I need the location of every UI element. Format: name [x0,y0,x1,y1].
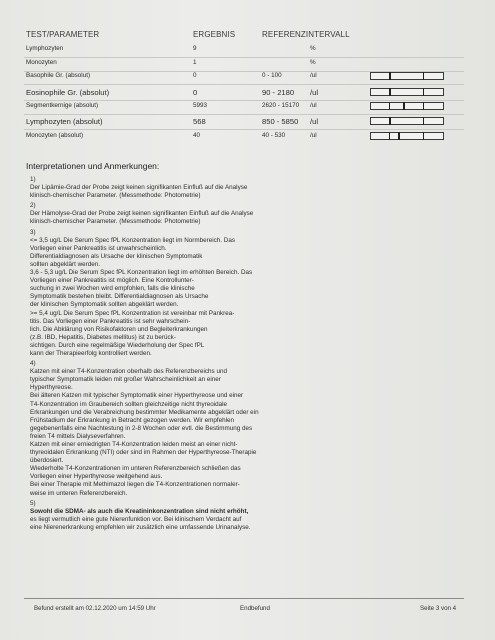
note-line: Frühstadium der Erkrankung in Betracht gezogen werden. Wir empfehlen [30,416,235,424]
row-divider [24,100,464,101]
note-line: freien T4 mittels Dialyseverfahren. [30,432,126,440]
note-line: Wiederholte T4-Konzentrationen im unteren Referenzbereich schließen das [30,465,241,473]
note-line: (z.B. IBD, Hepatitis, Diabetes mellitus) ist zu berück- [30,333,176,341]
reference-bar-upper-mark [423,132,424,140]
note-line: <= 3,5 ug/L Die Serum Spec fPL Konzentration liegt im Normbereich. Das [30,236,235,244]
note-line: 5) [30,499,36,507]
note-line: lich. Die Abklärung von Risikofaktoren und Begleiterkrankungen [30,325,208,333]
note-line: thyreoidalen Erkrankung (NTI) oder sind im Rahmen der Hyperthyreose-Therapie [30,449,257,457]
note-line: Erkrankungen und die Verabreichung bestimmter Medikamente abgeklärt oder ein [30,408,259,416]
result-value: 9 [193,45,197,52]
parameter-name: Eosinophile Gr. (absolut) [26,88,110,97]
note-line: Symptomatik bestehen bleibt. Differentialdiagnosen als Ursache [30,293,209,301]
note-line: titis. Das Vorliegen einer Pankreatitis ist sehr wahrschein- [30,317,191,325]
note-line: Der Lipämie-Grad der Probe zeigt keinen signifikanten Einfluß auf die Analyse [30,184,248,192]
note-line: klinisch-chemischer Parameter. (Messmethode: Photometrie) [30,192,201,200]
result-value: 5993 [193,102,208,109]
note-line: es liegt vermutlich eine gute Nierenfunktion vor. Bei klinischem Verdacht auf [30,515,242,523]
note-line: weise im unteren Referenzbereich. [30,489,128,497]
table-row [0,132,495,146]
header-reference: REFERENZINTERVALL [262,30,350,39]
reference-bar [370,88,444,96]
note-line: Hyperthyreose. [30,384,73,392]
notes-block [30,174,470,532]
row-divider [24,129,464,130]
header-result: ERGEBNIS [193,30,236,39]
reference-bar-lower-mark [389,102,390,110]
row-divider [24,84,464,85]
parameter-name: Monozyten (absolut) [26,132,84,139]
reference-bar-lower-mark [389,132,390,140]
result-position-mark [403,102,405,110]
note-line: 4) [30,360,36,368]
reference-range: 850 - 5850 [262,117,299,126]
section-title: Interpretationen und Anmerkungen: [26,161,160,171]
note-line: sollten abgeklärt werden. [30,260,101,268]
unit-label: % [310,59,316,66]
unit-label: /ul [310,88,319,97]
note-line: 3,6 - 5,3 ug/L Die Serum Spec fPL Konzentration liegt im erhöhten Bereich. Das [30,269,253,277]
note-line: klinisch-chemischer Parameter. (Messmethode: Photometrie) [30,218,201,226]
reference-bar [370,117,444,125]
note-line: Differentialdiagnosen als Ursache der klinischen Symptomatik [30,252,203,260]
note-line: Vorliegen einer Hyperthyreose weitgehend aus. [30,473,163,481]
note-line: Bei älteren Katzen mit typischer Symptomatik einer Hyperthyreose und einer [30,392,244,400]
note-line: der klinischen Symptomatik sollten abgeklärt werden. [30,301,179,309]
result-value: 568 [193,117,206,126]
note-line: gegebenenfalls eine Nachtestung in 2-8 Wochen oder evtl. die Bestimmung des [30,424,253,432]
note-line: sichtigen. Durch eine regelmäßige Wiederholung der Spec fPL [30,341,205,349]
result-value: 1 [193,59,197,66]
parameter-name: Segmentkernige (absolut) [26,102,99,109]
note-line: Bei einer Therapie mit Methimazol liegen die T4-Konzentrationen normaler- [30,481,240,489]
header-parameter: TEST/PARAMETER [26,30,100,39]
note-line: >= 5,4 ug/L Die Serum Spec fPL Konzentration ist vereinbar mit Pankrea- [30,309,235,317]
note-line: 3) [30,228,36,236]
note-line: typischer Symptomatik leiden mit großer Wahrscheinlichkeit an einer [30,376,221,384]
result-position-mark [389,88,391,96]
note-line: eine Nierenerkrankung empfehlen wir zusätzlich eine umfassende Urinanalyse. [30,523,251,531]
row-divider [24,114,464,115]
note-line: kann der Therapieerfolg kontrolliert werden. [30,349,152,357]
note-line: Vorliegen einer Pankreatitis ist möglich. Eine Kontrollunter- [30,277,194,285]
result-value: 40 [193,132,201,139]
note-line: Der Hämolyse-Grad der Probe zeigt keinen signifikanten Einfluß auf die Analyse [30,210,254,218]
unit-label: /ul [310,72,317,79]
note-line: überdosiert. [30,457,64,465]
result-value: 0 [193,88,198,97]
reference-bar-upper-mark [423,102,424,110]
note-line: Katzen mit einer erniedrigten T4-Konzentration leiden meist an einer nicht- [30,441,238,448]
parameter-name: Lymphozyten [26,45,64,52]
result-value: 0 [193,72,197,79]
reference-range: 90 - 2180 [262,88,295,97]
note-line: T4-Konzentration im Graubereich sollten gleichzeitige nicht thyreoidale [30,400,228,408]
row-divider [24,57,464,58]
result-position-mark [389,117,391,125]
reference-range: 40 - 530 [262,132,286,139]
note-line: Sowohl die SDMA- als auch die Kreatininkonzentration sind nicht erhöht, [30,507,249,515]
footer-created: Befund erstellt am 02.12.2020 um 14:59 Uhr [34,605,156,612]
note-line: 2) [30,202,36,210]
parameter-name: Basophile Gr. (absolut) [26,72,91,79]
note-line: Vorliegen einer Pankreatitis ist unwahrscheinlich. [30,244,167,252]
footer-page: Seite 3 von 4 [420,605,457,612]
parameter-name: Lymphozyten (absolut) [26,117,103,126]
parameter-name: Monozyten [26,59,57,66]
result-position-mark [398,132,400,140]
result-position-mark [389,72,391,80]
unit-label: /ul [310,132,317,139]
unit-label: /ul [310,117,319,126]
note-line: Katzen mit einer T4-Konzentration oberhalb des Referenzbereichs und [30,368,227,376]
reference-bar-upper-mark [423,72,424,80]
note-line: suchung in zwei Wochen wird empfohlen, falls die klinische [30,285,195,293]
reference-range: 2620 - 15170 [262,102,300,109]
unit-label: /ul [310,102,317,109]
note-line: 1) [30,176,36,183]
reference-range: 0 - 100 [262,72,282,79]
reference-bar [370,72,444,80]
unit-label: % [310,45,316,52]
reference-bar [370,132,444,140]
footer-divider [24,598,464,599]
reference-bar-upper-mark [423,88,424,96]
reference-bar-upper-mark [423,117,424,125]
footer-status: Endbefund [240,605,270,612]
reference-bar [370,102,444,110]
